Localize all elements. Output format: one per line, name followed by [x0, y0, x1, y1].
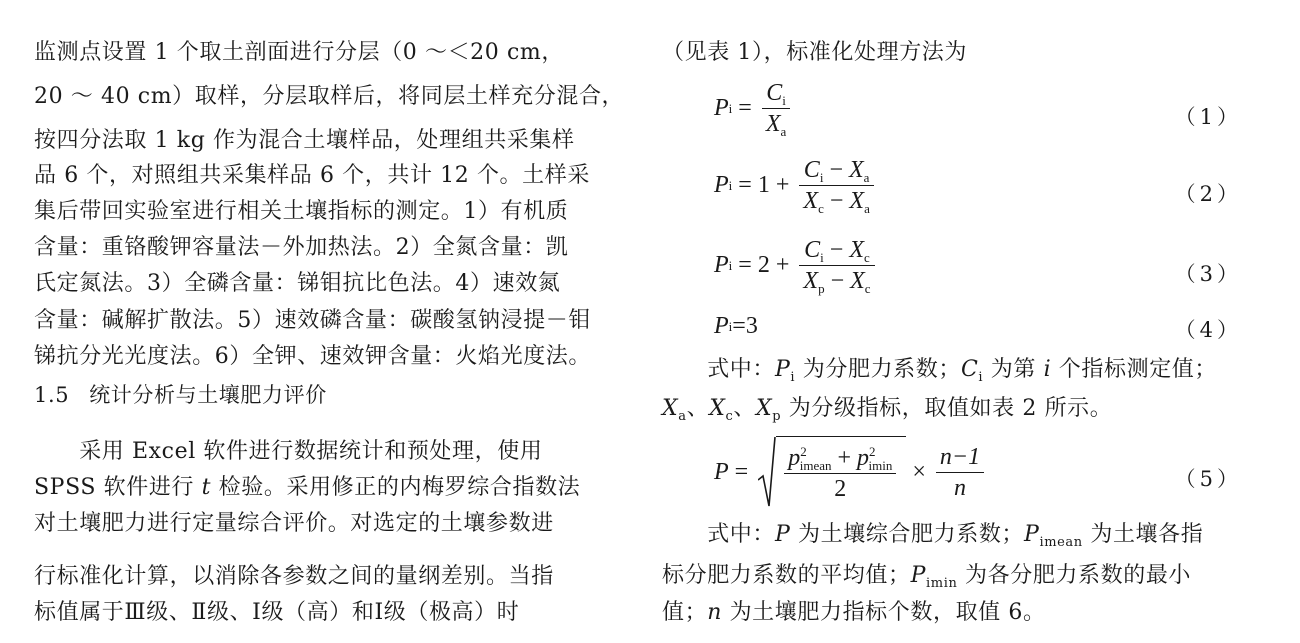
- body-text-line: 20 ～ 40 cm）取样，分层取样后，将同层土样充分混合，: [34, 84, 625, 109]
- body-text-line: 值；n 为土壤肥力指标个数，取值 6。: [662, 600, 1046, 625]
- body-text-line: （见表 1），标准化处理方法为: [662, 40, 967, 65]
- body-text-line: 按四分法取 1 kg 作为混合土壤样品，处理组共采集样: [34, 128, 575, 153]
- body-text-line: 采用 Excel 软件进行数据统计和预处理，使用: [34, 439, 543, 464]
- equation-number: （5）: [1174, 467, 1242, 491]
- body-text-line: 标分肥力系数的平均值；$P_{imin}$ 为各分肥力系数的最小: [662, 563, 1192, 591]
- equation-number: （3）: [1174, 262, 1242, 286]
- equation-number: （4）: [1174, 318, 1242, 342]
- body-text-line: 锑抗分光光度法。6）全钾、速效钾含量：火焰光度法。: [34, 344, 591, 369]
- equation-5: P = $\frac{p^2_{imean} + p^2_{imin}}{2}$ × $\frac{n-1}{n}$: [714, 436, 988, 508]
- body-text-line: 含量：重铬酸钾容量法－外加热法。2）全氮含量：凯: [34, 235, 569, 260]
- body-text-line: $X_a$、$X_c$、$X_p$ 为分级指标，取值如表 2 所示。: [662, 396, 1113, 424]
- body-text-line: 对土壤肥力进行定量综合评价。对选定的土壤参数进: [34, 511, 554, 536]
- equation-4: P i = 3: [714, 313, 758, 339]
- body-text-line: 式中：P 为土壤综合肥力系数；$P_{imean}$ 为土壤各指: [662, 522, 1204, 550]
- fraction: $\frac{C_i}{X_a}$: [762, 78, 790, 139]
- equation-2: P i = 1 + $\frac{C_i - X_a}{X_c - X_a}$: [714, 155, 878, 216]
- fraction: $\frac{p^2_{imean} + p^2_{imin}}{2}$: [784, 443, 896, 504]
- body-text-line: 品 6 个，对照组共采集样品 6 个，共计 12 个。土样采: [34, 163, 590, 188]
- body-text-line: 行标准化计算，以消除各参数之间的量纲差别。当指: [34, 564, 554, 589]
- square-root: [758, 436, 906, 508]
- t-variable: t: [201, 475, 212, 500]
- fraction: $\frac{C_i - X_a}{X_c - X_a}$: [799, 155, 873, 216]
- body-text-line: 含量：碱解扩散法。5）速效磷含量：碳酸氢钠浸提－钼: [34, 308, 591, 333]
- body-text-line: SPSS 软件进行 t 检验。采用修正的内梅罗综合指数法: [34, 475, 581, 500]
- body-text-line: 式中：$P_i$ 为分肥力系数；$C_i$ 为第 i 个指标测定值；: [662, 357, 1218, 385]
- section-heading: [34, 380, 624, 410]
- equation-number: （2）: [1174, 182, 1242, 206]
- equation-1: P i = $\frac{C_i}{X_a}$: [714, 78, 794, 139]
- body-text-line: 标值属于Ⅲ级、Ⅱ级、Ⅰ级（高）和Ⅰ级（极高）时: [34, 600, 520, 625]
- fraction: $\frac{C_i - X_c}{X_p - X_c}$: [799, 235, 874, 296]
- equation-number: （1）: [1174, 105, 1242, 129]
- equation-3: P i = 2 + $\frac{C_i - X_c}{X_p - X_c}$: [714, 235, 879, 296]
- section-title: 统计分析与土壤肥力评价: [89, 383, 327, 407]
- body-text-line: 氏定氮法。3）全磷含量：锑钼抗比色法。4）速效氮: [34, 271, 561, 296]
- body-text-line: 监测点设置 1 个取土剖面进行分层（0 ～＜20 cm，: [34, 40, 564, 65]
- body-text-line: 集后带回实验室进行相关土壤指标的测定。1）有机质: [34, 199, 569, 224]
- section-number: 1.5: [34, 383, 70, 407]
- fraction: $\frac{n-1}{n}$: [936, 442, 984, 503]
